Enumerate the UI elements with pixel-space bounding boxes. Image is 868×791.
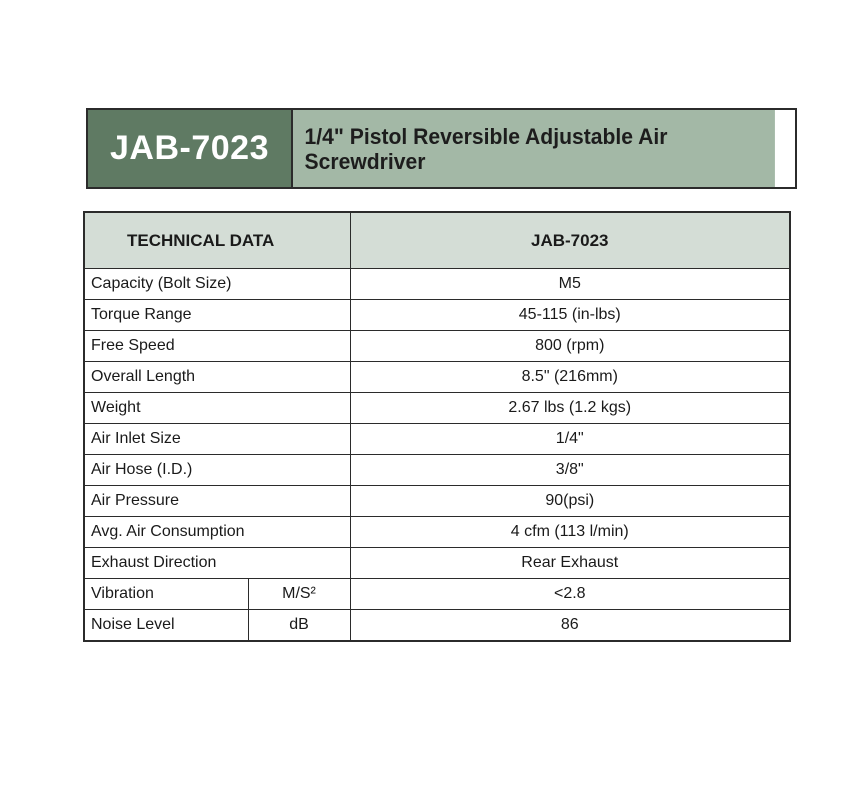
- spec-value: 2.67 lbs (1.2 kgs): [350, 393, 790, 424]
- technical-data-table: [83, 211, 791, 642]
- spec-label: Exhaust Direction: [84, 548, 350, 579]
- product-title: [293, 110, 775, 187]
- spec-label: Air Hose (I.D.): [84, 455, 350, 486]
- table-row: [84, 331, 790, 362]
- spec-value: M5: [350, 269, 790, 300]
- table-row: [84, 517, 790, 548]
- spec-value: 1/4": [350, 424, 790, 455]
- table-row: [84, 486, 790, 517]
- table-row: [84, 579, 790, 610]
- spec-label: Air Inlet Size: [84, 424, 350, 455]
- spec-label: Torque Range: [84, 300, 350, 331]
- spec-label: Vibration: [84, 579, 248, 610]
- spec-value: 45-115 (in-lbs): [350, 300, 790, 331]
- spec-value: <2.8: [350, 579, 790, 610]
- table-row: [84, 548, 790, 579]
- spec-value: 800 (rpm): [350, 331, 790, 362]
- spec-label: Avg. Air Consumption: [84, 517, 350, 548]
- spec-label: Overall Length: [84, 362, 350, 393]
- table-row: [84, 300, 790, 331]
- product-header: [86, 108, 797, 189]
- table-row: [84, 393, 790, 424]
- table-row: [84, 610, 790, 642]
- product-title-line-1: 1/4" Pistol Reversible Adjustable Air: [304, 123, 668, 149]
- spec-label: Noise Level: [84, 610, 248, 642]
- spec-value: 86: [350, 610, 790, 642]
- model-badge: JAB-7023: [88, 110, 293, 187]
- table-row: [84, 269, 790, 300]
- table-row: [84, 424, 790, 455]
- table-header-row: [84, 212, 790, 269]
- model-column-heading: JAB-7023: [350, 212, 790, 269]
- table-row: [84, 455, 790, 486]
- spec-label: Free Speed: [84, 331, 350, 362]
- spec-value: 3/8": [350, 455, 790, 486]
- spec-label: Air Pressure: [84, 486, 350, 517]
- spec-label: Weight: [84, 393, 350, 424]
- spec-value: Rear Exhaust: [350, 548, 790, 579]
- spec-unit: M/S²: [248, 579, 350, 610]
- technical-data-heading: TECHNICAL DATA: [84, 212, 350, 269]
- table-row: [84, 362, 790, 393]
- spec-unit: dB: [248, 610, 350, 642]
- spec-value: 90(psi): [350, 486, 790, 517]
- spec-value: 4 cfm (113 l/min): [350, 517, 790, 548]
- spec-label: Capacity (Bolt Size): [84, 269, 350, 300]
- product-title-line-2: Screwdriver: [304, 148, 426, 174]
- spec-value: 8.5" (216mm): [350, 362, 790, 393]
